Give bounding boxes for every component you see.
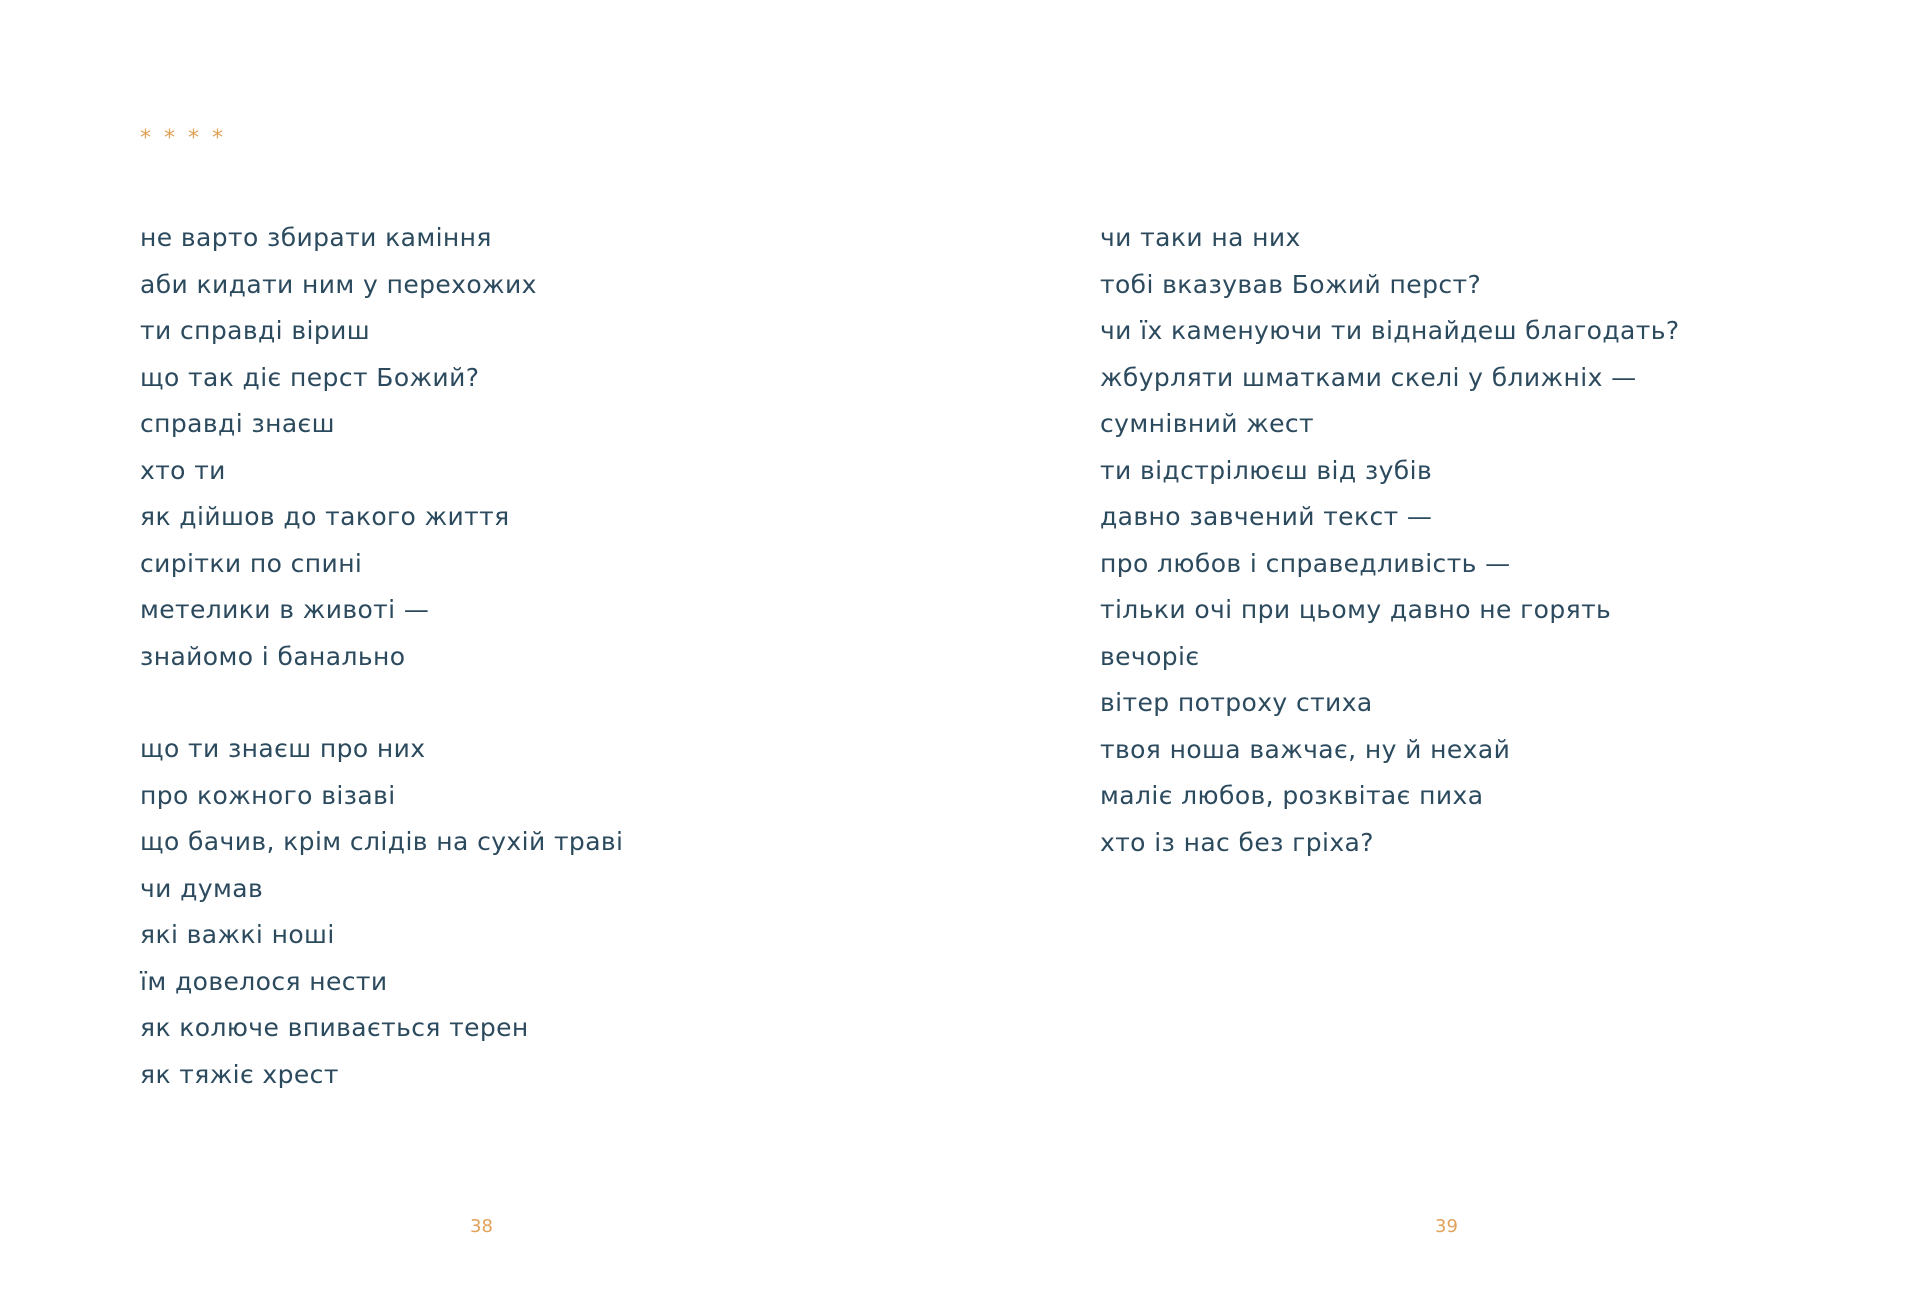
- verse-line: аби кидати ним у перехожих: [140, 269, 537, 299]
- verse-line: що ти знаєш про них: [140, 734, 426, 763]
- page-number: 39: [1435, 1216, 1458, 1237]
- verse-line: чи таки на них: [1100, 223, 1301, 252]
- verse-line: тільки очі при цьому давно не горять: [1100, 595, 1612, 624]
- verse-line: маліє любов, розквітає пиха: [1100, 781, 1484, 810]
- verse-line: про любов і справедливість —: [1100, 548, 1511, 578]
- poem-stanza-1: [140, 215, 537, 680]
- verse-line: сирітки по спині: [140, 548, 363, 578]
- verse-line: чи їх каменуючи ти віднайдеш благодать?: [1100, 316, 1680, 345]
- verse-line: як тяжіє хрест: [140, 1059, 339, 1089]
- verse-line: їм довелося нести: [140, 966, 388, 996]
- poem-stanza-3: [1100, 215, 1680, 866]
- verse-line: які важкі ноші: [140, 920, 335, 949]
- verse-line: не варто збирати каміння: [140, 223, 492, 252]
- verse-line: хто із нас без гріха?: [1100, 827, 1374, 857]
- verse-line: як колюче впивається терен: [140, 1013, 529, 1042]
- verse-line: метелики в животі —: [140, 595, 430, 624]
- verse-line: давно завчений текст —: [1100, 502, 1433, 531]
- verse-line: ти відстрілюєш від зубів: [1100, 455, 1433, 485]
- verse-line: жбурляти шматками скелі у ближніх —: [1100, 362, 1637, 392]
- verse-line: справді знаєш: [140, 409, 335, 438]
- verse-line: що так діє перст Божий?: [140, 362, 480, 392]
- verse-line: хто ти: [140, 455, 226, 485]
- verse-line: що бачив, крім слідів на сухій траві: [140, 827, 624, 856]
- verse-line: вечоріє: [1100, 641, 1200, 671]
- right-page: [960, 0, 1920, 1306]
- verse-line: про кожного візаві: [140, 780, 396, 810]
- verse-line: вітер потроху стиха: [1100, 688, 1373, 717]
- verse-line: як дійшов до такого життя: [140, 502, 510, 531]
- verse-line: сумнівний жест: [1100, 409, 1315, 438]
- verse-line: твоя ноша важчає, ну й нехай: [1100, 734, 1511, 764]
- verse-line: ти справді віриш: [140, 316, 371, 345]
- verse-line: чи думав: [140, 873, 264, 903]
- page-number: 38: [470, 1216, 493, 1237]
- poem-stanza-2: [140, 726, 623, 1098]
- section-marker: * * * *: [140, 126, 226, 151]
- verse-line: знайомо і банально: [140, 641, 406, 671]
- verse-line: тобі вказував Божий перст?: [1100, 269, 1482, 299]
